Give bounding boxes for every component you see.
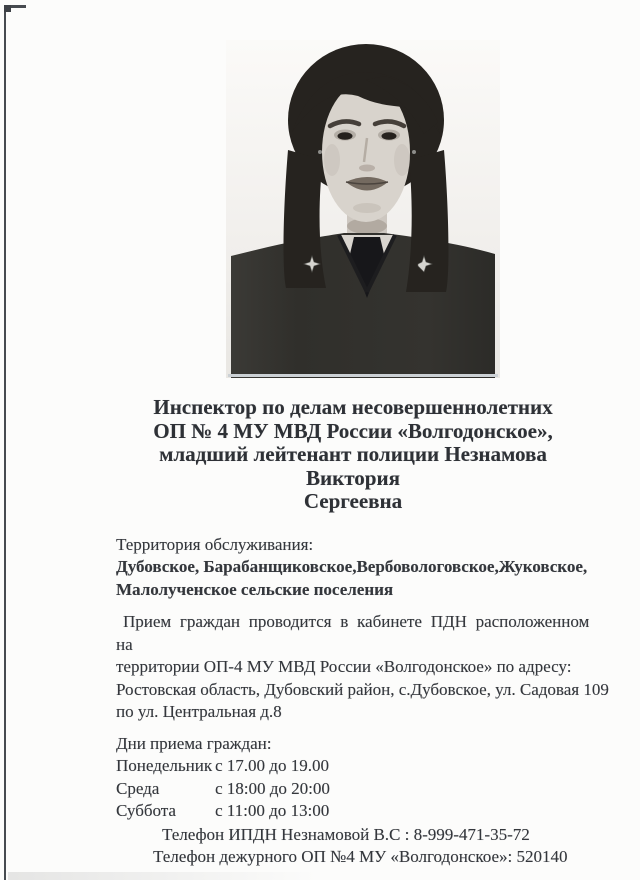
- reception-section: [116, 611, 614, 724]
- reception-line: Ростовская область, Дубовский район, с.Дубовское, ул. Садовая 109: [116, 679, 609, 699]
- reception-line: территории ОП-4 МУ МВД России «Волгодонское» по адресу:: [116, 657, 572, 677]
- title-line: ОП № 4 МУ МВД России «Волгодонское»,: [153, 418, 553, 443]
- schedule-day: Среда: [116, 778, 160, 798]
- schedule-row: [116, 800, 614, 823]
- document-title: [116, 396, 590, 514]
- document-body: [116, 396, 614, 869]
- schedule-time: с 11:00 до 13:00: [215, 801, 330, 821]
- reception-line: по ул. Центральная д.8: [116, 702, 282, 722]
- schedule-row: [116, 755, 614, 778]
- territory-label: Территория обслуживания:: [116, 534, 314, 554]
- officer-portrait-graphic: [226, 40, 500, 378]
- schedule-section: [116, 733, 614, 823]
- scan-bottom-shadow: [8, 872, 318, 880]
- schedule-day: Понедельник: [116, 756, 213, 776]
- scan-edge-left: [4, 6, 6, 880]
- phone-line: Телефон дежурного ОП №4 МУ «Волгодонское»: 520140: [153, 847, 568, 867]
- schedule-time: с 18:00 до 20:00: [215, 778, 330, 798]
- title-line: Сергеевна: [303, 489, 403, 514]
- phone-line: Телефон ИПДН Незнамовой В.С : 8-999-471-35-72: [162, 824, 530, 844]
- schedule-row: [116, 778, 614, 801]
- territory-line: Малолученское сельские поселения: [116, 579, 394, 599]
- schedule-day: Суббота: [116, 801, 176, 821]
- territory-line: Дубовское, Барабанщиковское,Вербовологовское,Жуковское,: [116, 557, 588, 577]
- title-line: Инспектор по делам несовершеннолетних: [153, 395, 553, 419]
- schedule-heading: Дни приема граждан:: [116, 733, 272, 753]
- officer-photo: [226, 40, 500, 378]
- title-line: младший лейтенант полиции Незнамова Виктория: [159, 442, 547, 490]
- territory-section: [116, 534, 614, 602]
- scan-edge-top-corner: [4, 5, 26, 8]
- schedule-time: с 17.00 до 19.00: [215, 756, 329, 776]
- phones-section: [116, 824, 614, 869]
- reception-line: Прием граждан проводится в кабинете ПДН расположенном на: [116, 612, 590, 654]
